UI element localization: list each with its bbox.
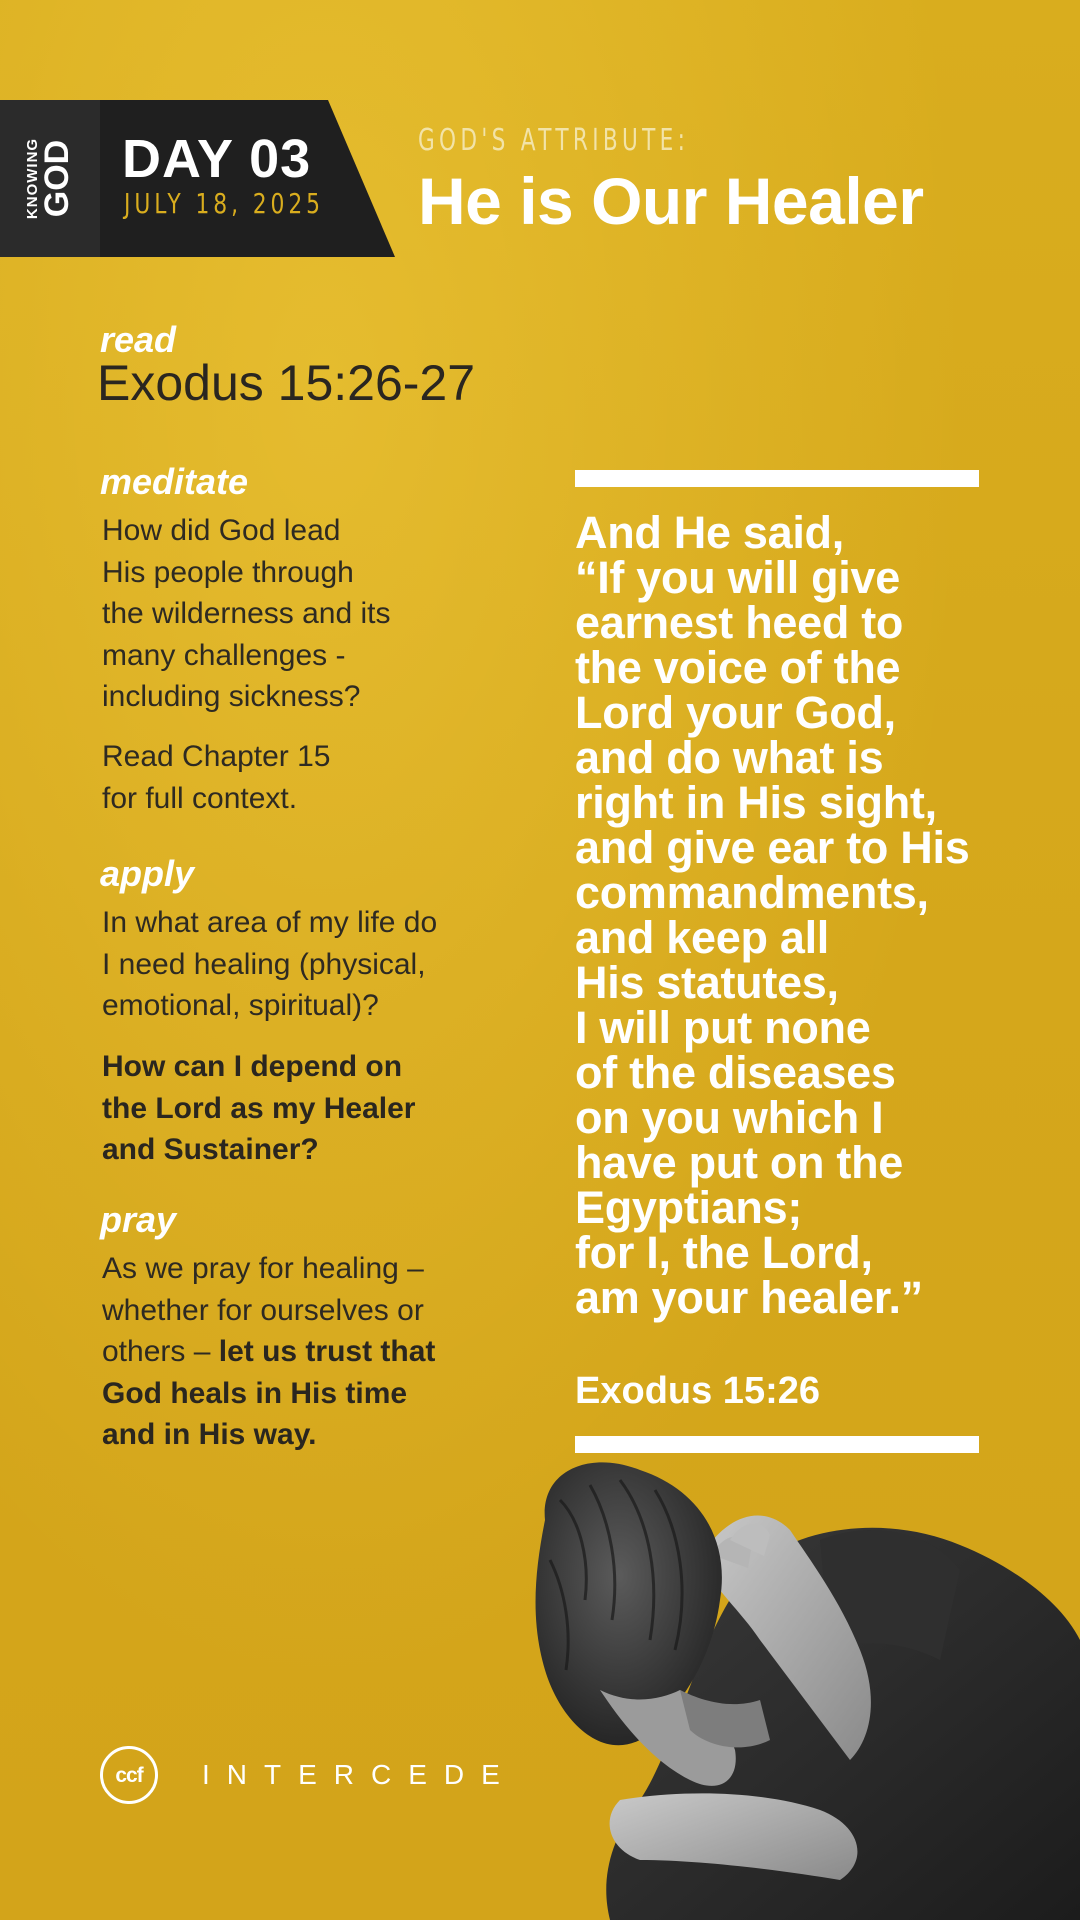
apply-heading: apply [100,853,195,894]
date-label: JULY 18, 2025 [124,187,324,220]
meditate-question: How did God lead His people through the wilderness and its many challenges - including sickness? [102,514,391,713]
meditate-heading: meditate [100,461,249,502]
attribute-title: He is Our Healer [418,164,924,238]
scripture-reference: Exodus 15:26 [575,1370,820,1412]
read-reference: Exodus 15:26-27 [97,355,476,411]
scripture-verse: And He said, “If you will give earnest heed to the voice of the Lord your God, and do what is right in His sight, and give ear to His commandments, and keep all His statutes, I will put none of the diseases on you which I have put on the Egyptians; for I, the Lord, am your healer.” [575,507,970,1323]
ccf-logo [100,1746,158,1804]
read-heading: read [100,319,177,360]
attribute-label: GOD'S ATTRIBUTE: [418,123,690,158]
series-label-big: GOD [38,139,77,218]
pray-heading: pray [100,1199,177,1240]
pray-text-regular: As we pray for healing – whether for ourselves or others – [102,1252,424,1368]
intercede-wordmark: INTERCEDE [202,1759,517,1790]
day-number: DAY 03 [122,129,312,189]
series-label-small: KNOWING [24,137,42,220]
ccf-logo-text: ccf [115,1763,143,1787]
meditate-note: Read Chapter 15 for full context. [102,740,331,815]
apply-question-2: How can I depend on the Lord as my Healer and Sustainer? [102,1050,416,1166]
pray-text-bold: let us trust that God heals in His time and in His way. [102,1335,436,1451]
apply-question-1: In what area of my life do I need healing (physical, emotional, spiritual)? [102,906,438,1022]
